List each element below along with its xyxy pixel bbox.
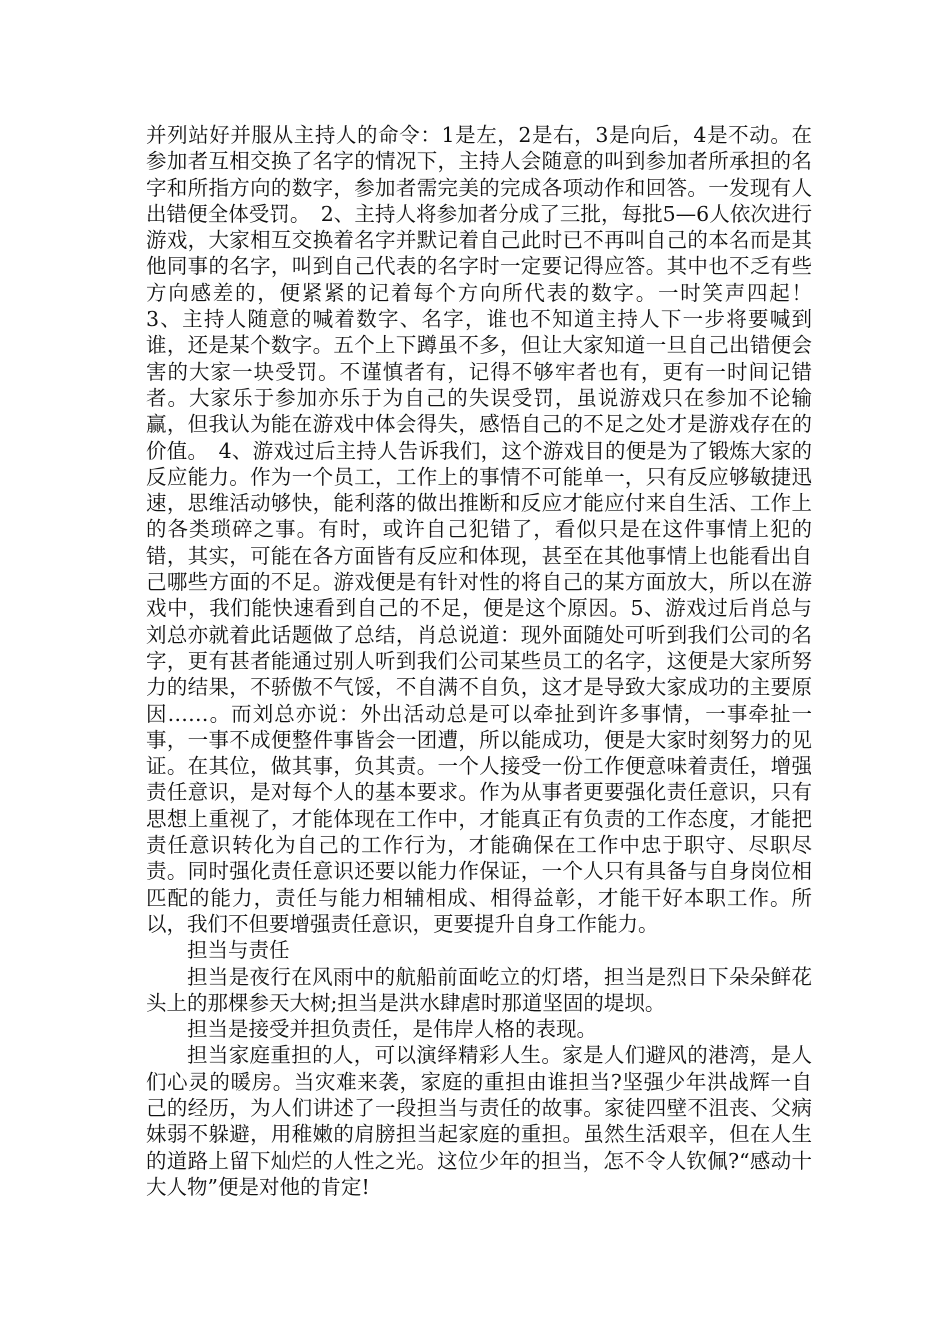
document-body [146,122,833,1200]
paragraph-family-story: 担当家庭重担的人，可以演绎精彩人生。家是人们避风的港湾，是人们心灵的暖房。当灾难来袭，家庭的重担由谁担当?坚强少年洪战辉一自己的经历，为人们讲述了一段担当与责任的故事。家徒四壁不沮丧、父病妹弱不躲避，用稚嫩的肩膀担当起家庭的重担。虽然生活艰辛，但在人生的道路上留下灿烂的人性之光。这位少年的担当，怎不令人钦佩?“感动十大人物”便是对他的肯定! [146,1043,812,1199]
paragraph-game-summary: 并列站好并服从主持人的命令：1是左，2是右，3是向后，4是不动。在参加者互相交换了名字的情况下，主持人会随意的叫到参加者所承担的名字和所指方向的数字，参加者需完美的完成各项动作和回答。一发现有人出错便全体受罚。 2、主持人将参加者分成了三批，每批5—6人依次进行游戏，大家相互交换着名字并默记着自己此时已不再叫自己的本名而是其他同事的名字，叫到自己代表的名字时一定要记得应答。其中也不乏有些方向感差的，便紧紧的记着每个方向所代表的数字。一时笑声四起！ 3、主持人随意的喊着数字、名字，谁也不知道主持人下一步将要喊到谁，还是某个数字。五个上下蹲虽不多，但让大家知道一旦自己出错便会害的大家一块受罚。不谨慎者有，记得不够牢者也有，更有一时间记错者。大家乐于参加亦乐于为自己的失误受罚，虽说游戏只在参加不论输赢，但我认为能在游戏中体会得失，感悟自己的不足之处才是游戏存在的价值。 4、游戏过后主持人告诉我们，这个游戏目的便是为了锻炼大家的反应能力。作为一个员工，工作上的事情不可能单一，只有反应够敏捷迅速，思维活动够快，能利落的做出推断和反应才能应付来自生活、工作上的各类琐碎之事。有时，或许自己犯错了，看似只是在这件事情上犯的错，其实，可能在各方面皆有反应和体现，甚至在其他事情上也能看出自己哪些方面的不足。游戏便是有针对性的将自己的某方面放大，所以在游戏中，我们能快速看到自己的不足，便是这个原因。5、游戏过后肖总与刘总亦就着此话题做了总结，肖总说道：现外面随处可听到我们公司的名字，更有甚者能通过别人听到我们公司某些员工的名字，这便是大家所努力的结果，不骄傲不气馁，不自满不自负，这才是导致大家成功的主要原因……。而刘总亦说：外出活动总是可以牵扯到许多事情，一事牵扯一事，一事不成便整件事皆会一团遭，所以能成功，便是大家时刻努力的见证。在其位，做其事，负其责。一个人接受一份工作便意味着责任，增强责任意识，是对每个人的基本要求。作为从事者更要强化责任意识，只有思想上重视了，才能体现在工作中，才能真正有负责的工作态度，才能把责任意识转化为自己的工作行为，才能确保在工作中忠于职守、尽职尽责。同时强化责任意识还要以能力作保证，一个人只有具备与自身岗位相匹配的能力，责任与能力相辅相成、相得益彰，才能干好本职工作。所以，我们不但要增强责任意识，更要提升自身工作能力。 [146,123,833,936]
paragraph-definition: 担当是接受并担负责任，是伟岸人格的表现。 [187,1017,597,1042]
paragraph-metaphor: 担当是夜行在风雨中的航船前面屹立的灯塔，担当是烈日下朵朵鲜花头上的那棵参天大树;担当是洪水肆虐时那道坚固的堤坝。 [146,964,812,1015]
section-heading: 担当与责任 [187,938,290,963]
